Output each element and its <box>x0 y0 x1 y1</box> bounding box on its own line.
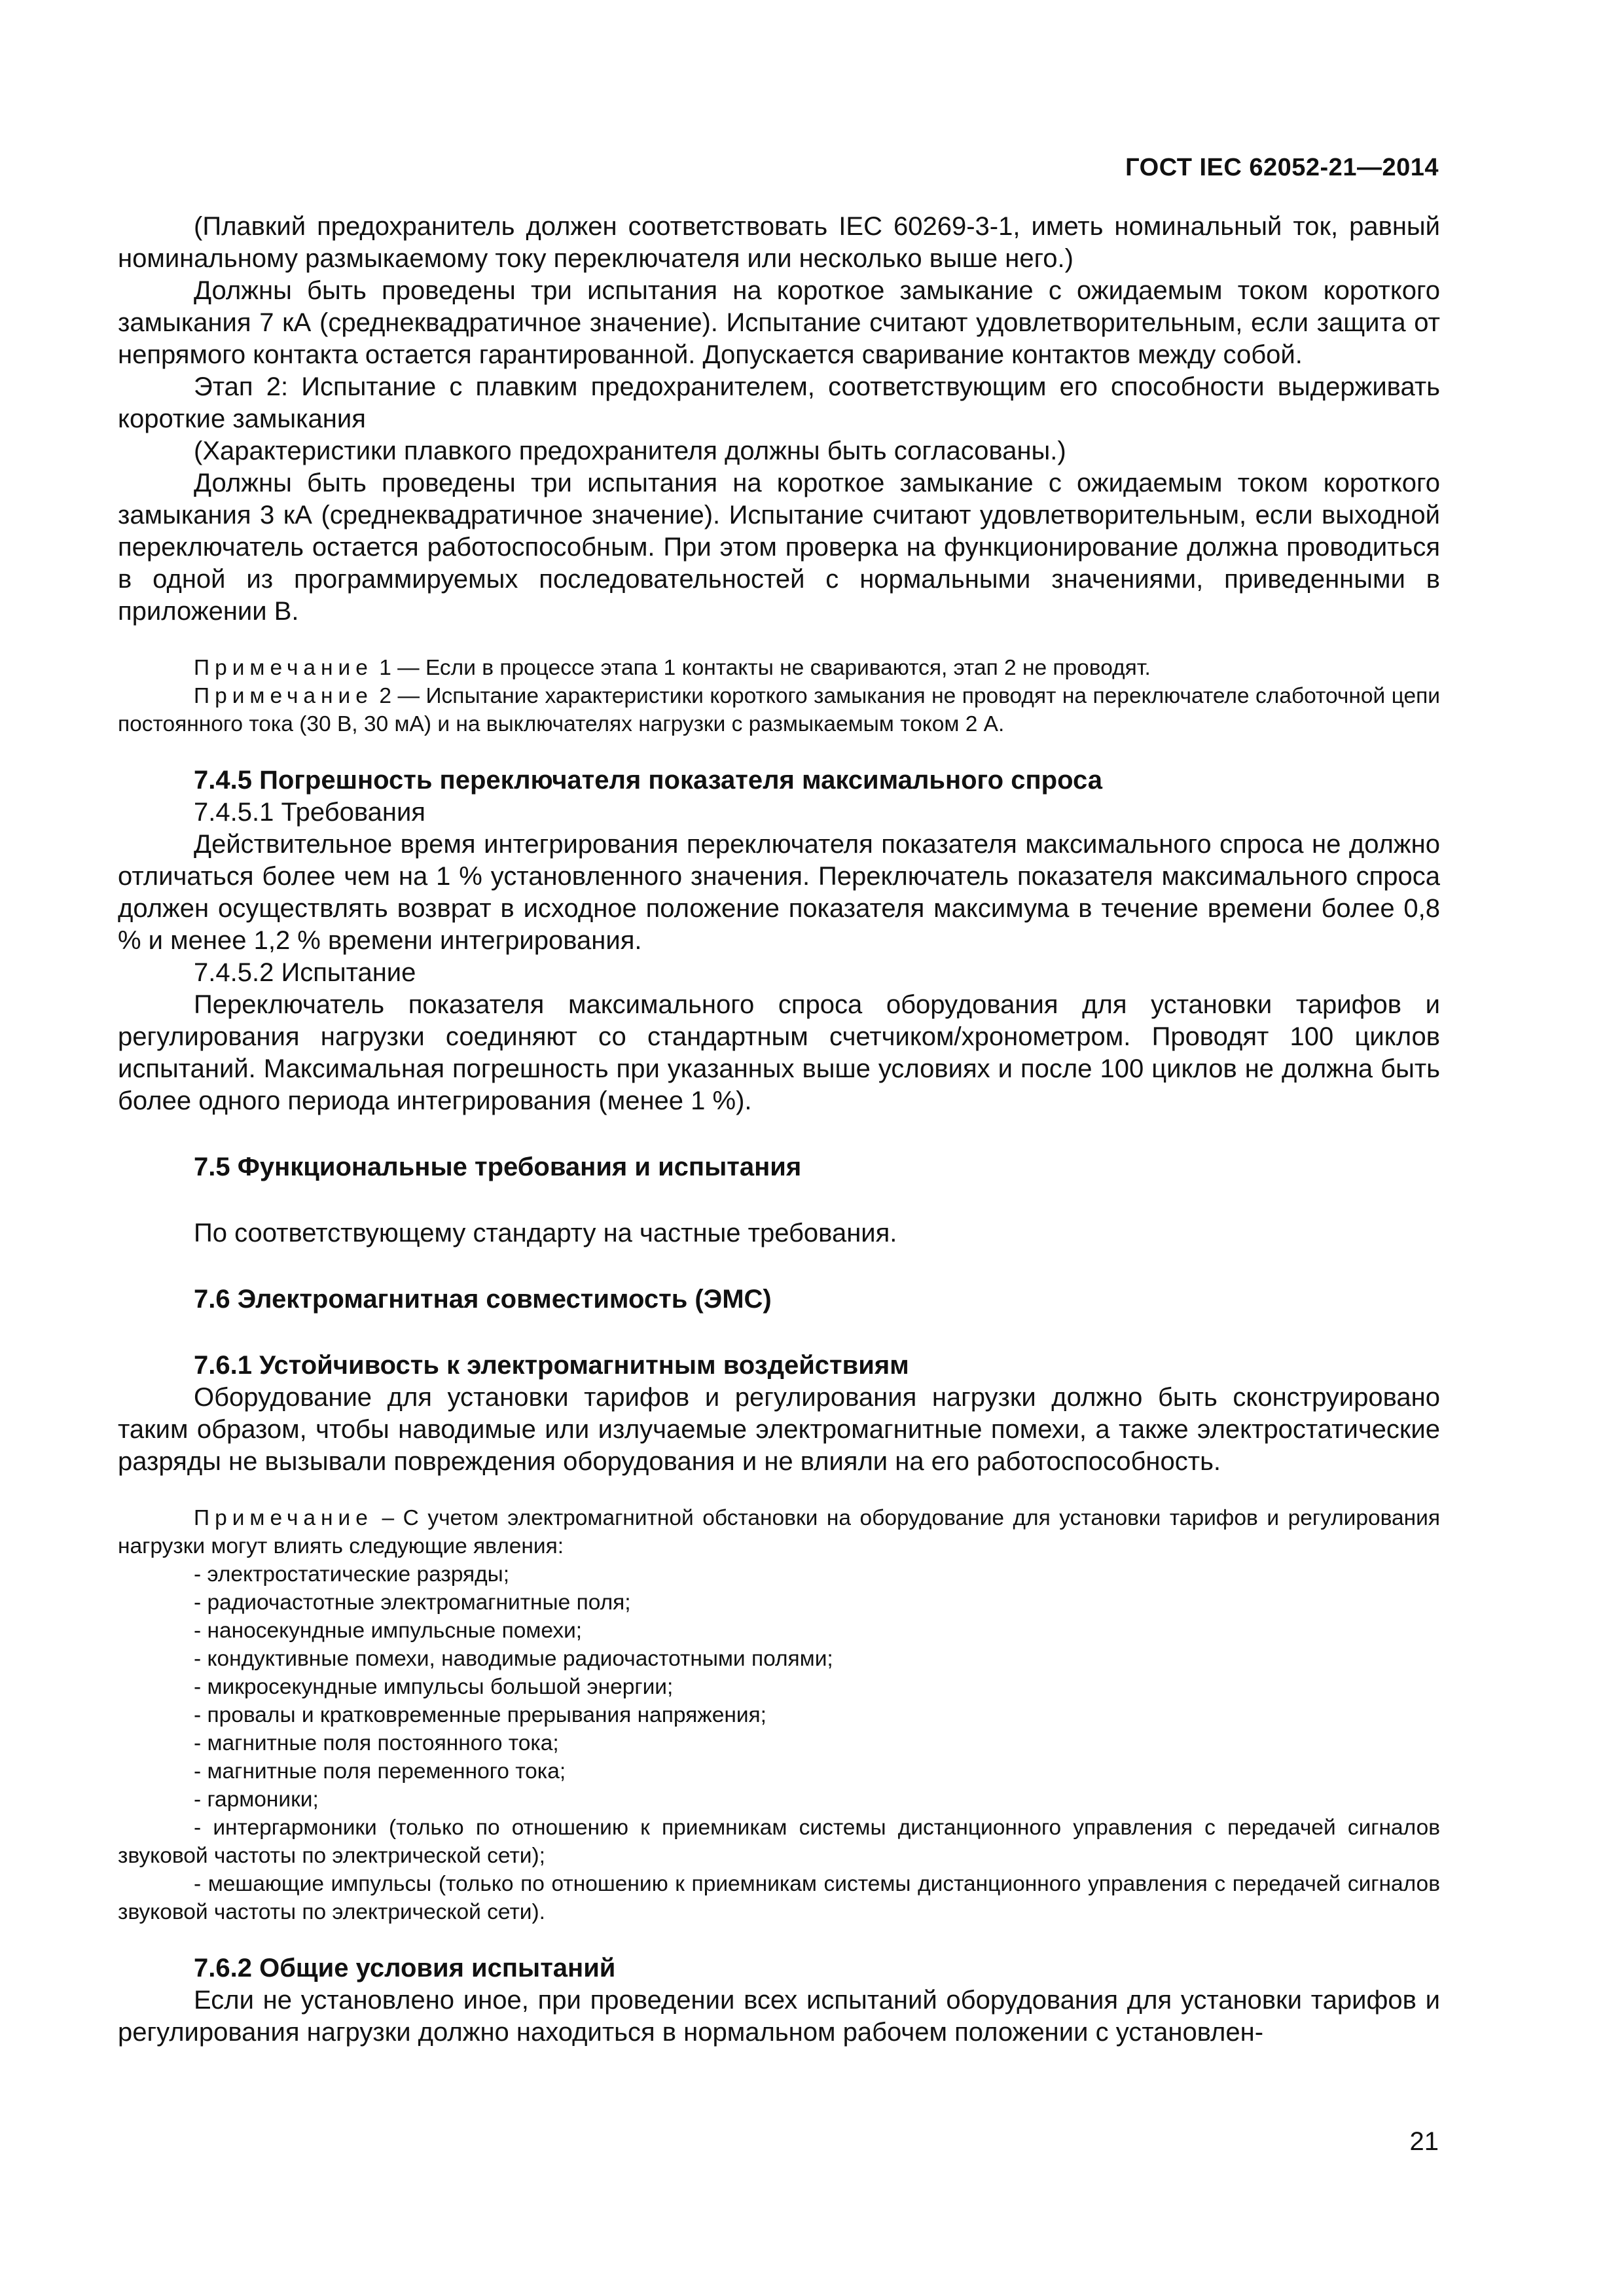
section-heading: 7.4.5 Погрешность переключателя показателя максимального спроса <box>194 766 1102 795</box>
note-text: 1 — Если в процессе этапа 1 контакты не свариваются, этап 2 не проводят. <box>372 656 1151 680</box>
paragraph: Должны быть проведены три испытания на короткое замыкание с ожидаемым током короткого замыкания 3 кА (среднеквадратичное значение). Испытание считают удовлетворительным, если выходной переключатель остается работоспособным. При этом проверка на функционирование должна проводиться в одной из программируемых последовательностей с нормальными значениями, приведенными в приложении В. <box>118 469 1440 626</box>
page-number: 21 <box>1409 2127 1439 2156</box>
list-item: - магнитные поля постоянного тока; <box>194 1731 559 1755</box>
list-item: - электростатические разряды; <box>194 1562 510 1587</box>
paragraph: Должны быть проведены три испытания на короткое замыкание с ожидаемым током короткого замыкания 7 кА (среднеквадратичное значение). Испытание считают удовлетворительным, если защита от непрямого контакта остается гарантированной. Допускается сваривание контактов между собой. <box>118 276 1440 369</box>
note-label: Примечание <box>194 1506 373 1530</box>
note-text: – С учетом электромагнитной обстановки на оборудование для установки тарифов и регулирования нагрузки могут влиять следующие явления: <box>118 1506 1440 1558</box>
list-item: - радиочастотные электромагнитные поля; <box>194 1590 631 1615</box>
note-label: Примечание <box>194 684 373 708</box>
note <box>118 1504 1440 1560</box>
paragraph: Оборудование для установки тарифов и регулирования нагрузки должно быть сконструировано таким образом, чтобы наводимые или излучаемые электромагнитные помехи, а также электростатические разряды не вызывали повреждения оборудования и не влияли на его работоспособность. <box>118 1383 1440 1476</box>
list-item: - наносекундные импульсные помехи; <box>194 1619 583 1643</box>
paragraph: Если не установлено иное, при проведении всех испытаний оборудования для установки тарифов и регулирования нагрузки должно находиться в нормальном рабочем положении с установлен- <box>118 1986 1440 2047</box>
section-heading: 7.6 Электромагнитная совместимость (ЭМС) <box>194 1285 772 1314</box>
paragraph: Этап 2: Испытание с плавким предохранителем, соответствующим его способности выдерживать короткие замыкания <box>118 372 1440 433</box>
note <box>118 654 1440 682</box>
note-text: 2 — Испытание характеристики короткого замыкания не проводят на переключателе слаботочной цепи постоянного тока (30 В, 30 мА) и на выключателях нагрузки с размыкаемым током 2 А. <box>118 684 1440 736</box>
paragraph: Переключатель показателя максимального спроса оборудования для установки тарифов и регулирования нагрузки соединяют со стандартным счетчиком/хронометром. Проводят 100 циклов испытаний. Максимальная погрешность при указанных выше условиях и после 100 циклов не должна быть более одного периода интегрирования (менее 1 %). <box>118 990 1440 1115</box>
note <box>118 682 1440 738</box>
list-item: - микросекундные импульсы большой энергии; <box>194 1675 674 1699</box>
section-heading: 7.6.1 Устойчивость к электромагнитным воздействиям <box>194 1351 909 1380</box>
list-item: - мешающие импульсы (только по отношению к приемникам системы дистанционного управления с передачей сигналов звуковой частоты по электрической сети). <box>118 1872 1440 1924</box>
note-label: Примечание <box>194 656 373 680</box>
list-item: - провалы и кратковременные прерывания напряжения; <box>194 1703 767 1727</box>
paragraph: По соответствующему стандарту на частные требования. <box>194 1219 897 1247</box>
section-heading: 7.5 Функциональные требования и испытания <box>194 1153 802 1181</box>
list-item: - интергармоники (только по отношению к приемникам системы дистанционного управления с передачей сигналов звуковой частоты по электрической сети); <box>118 1816 1440 1868</box>
document-header: ГОСТ IEC 62052-21—2014 <box>1125 154 1439 181</box>
paragraph: Действительное время интегрирования переключателя показателя максимального спроса не должно отличаться более чем на 1 % установленного значения. Переключатель показателя максимального спроса должен осуществлять возврат в исходное положение показателя максимума в течение времени более 0,8 % и менее 1,2 % времени интегрирования. <box>118 830 1440 955</box>
paragraph: (Характеристики плавкого предохранителя должны быть согласованы.) <box>194 437 1066 465</box>
phenomena-list <box>118 1560 1440 1926</box>
subsection-heading: 7.4.5.1 Требования <box>194 798 425 827</box>
list-item: - гармоники; <box>194 1787 319 1812</box>
subsection-heading: 7.4.5.2 Испытание <box>194 958 416 987</box>
paragraph: (Плавкий предохранитель должен соответствовать IEC 60269-3-1, иметь номинальный ток, равный номинальному размыкаемому току переключателя или несколько выше него.) <box>118 212 1440 273</box>
document-body <box>118 211 1440 2049</box>
list-item: - магнитные поля переменного тока; <box>194 1759 566 1784</box>
list-item: - кондуктивные помехи, наводимые радиочастотными полями; <box>194 1647 833 1671</box>
section-heading: 7.6.2 Общие условия испытаний <box>194 1954 616 1982</box>
